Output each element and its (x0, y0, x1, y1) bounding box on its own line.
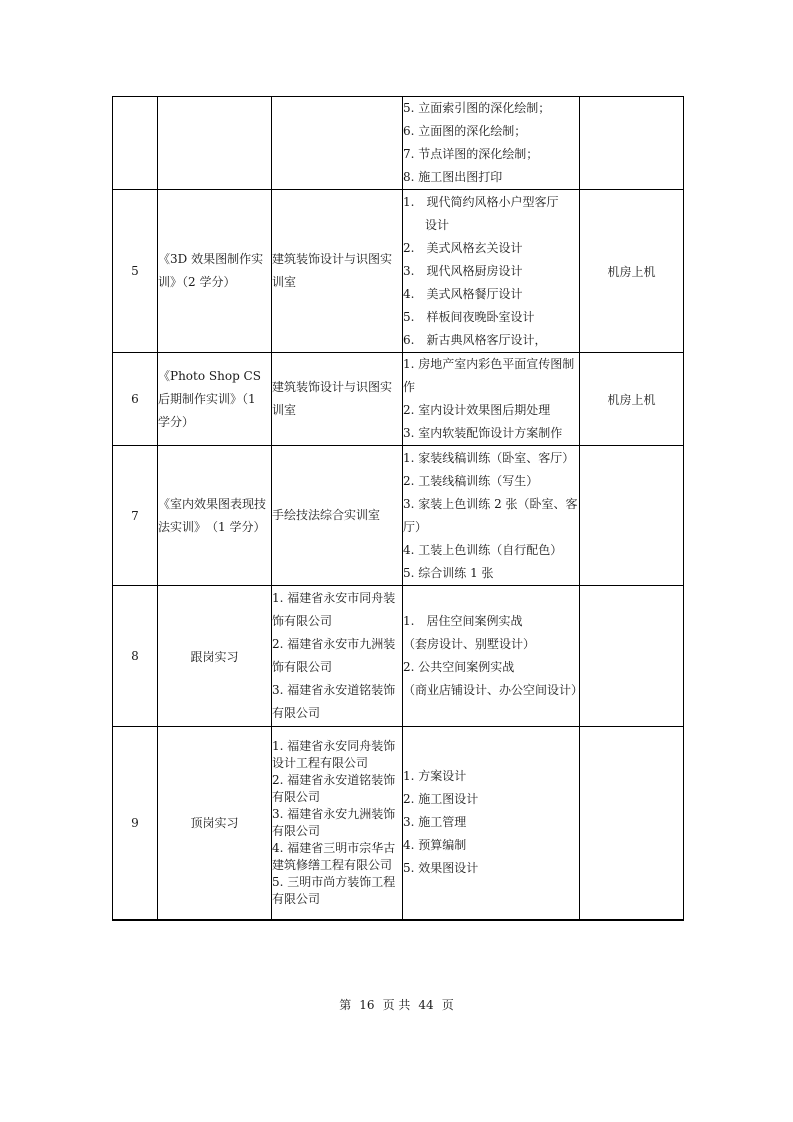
content-line: 2. 工装线稿训练（写生） (403, 473, 539, 488)
content-line: 1. 居住空间案例实战 (403, 614, 523, 628)
content-line: 5. 立面索引图的深化绘制； (403, 101, 551, 115)
table-row (113, 586, 684, 727)
content-line: 1. 方案设计 (403, 769, 467, 784)
content-cell (403, 727, 580, 920)
content-line: 5. 效果图设计 (403, 861, 479, 876)
content-cell (403, 446, 580, 586)
content-line: 3. 施工管理 (403, 815, 467, 830)
content-line: 6. 新古典风格客厅设计， (403, 332, 547, 347)
content-cell (403, 190, 580, 353)
course-name: 《Photo Shop CS 后期制作实训》（1 学分） (158, 353, 272, 446)
content-line: 设计 (425, 217, 450, 232)
content-line: 8. 施工图出图打印 (403, 170, 503, 184)
row-number: 8 (113, 586, 158, 727)
venue-line: 2. 福建省永安市九洲装饰有限公司 (272, 637, 396, 674)
content-line: 2. 室内设计效果图后期处理 (403, 403, 551, 417)
venue-cell (272, 190, 403, 353)
table-row (113, 727, 684, 920)
content-line: 1. 家装线稿训练（卧室、客厅） (403, 450, 575, 465)
row-number: 6 (113, 353, 158, 446)
content-line: 3. 现代风格厨房设计 (403, 263, 523, 278)
venue-cell (272, 353, 403, 446)
venue-line: 2. 福建省永安道铭装饰有限公司 (272, 772, 396, 804)
content-cell (403, 97, 580, 190)
training-mode (580, 727, 684, 920)
venue-line: 3. 福建省永安九洲装饰有限公司 (272, 806, 396, 838)
venue-line: 建筑装饰设计与识图实训室 (272, 380, 393, 417)
footer-suffix: 页 (441, 998, 454, 1012)
course-name: 《室内效果图表现技法实训》 （1 学分） (158, 446, 272, 586)
table-row (113, 97, 684, 190)
content-line: 2. 美式风格玄关设计 (403, 240, 523, 255)
course-name: 跟岗实习 (158, 586, 272, 727)
content-line: 5. 综合训练 1 张 (403, 565, 494, 580)
venue-cell (272, 727, 403, 920)
venue-cell (272, 446, 403, 586)
venue-line: 1. 福建省永安同舟装饰设计工程有限公司 (272, 738, 396, 770)
content-line: 2. 施工图设计 (403, 792, 479, 807)
training-mode: 机房上机 (580, 353, 684, 446)
page-footer (0, 996, 793, 1013)
row-number: 9 (113, 727, 158, 920)
training-mode (580, 97, 684, 190)
venue-line: 手绘技法综合实训室 (272, 508, 381, 522)
content-line: 6. 立面图的深化绘制； (403, 124, 527, 138)
content-line: 3. 室内软装配饰设计方案制作 (403, 426, 563, 440)
content-line: 2. 公共空间案例实战 (403, 660, 515, 674)
current-page-number: 16 (359, 998, 375, 1012)
content-cell (403, 586, 584, 727)
row-number (113, 97, 158, 190)
training-mode (580, 586, 684, 727)
content-line: 4. 预算编制 (403, 838, 467, 853)
course-name (158, 97, 272, 190)
training-mode: 机房上机 (580, 190, 684, 353)
content-line: 4. 工装上色训练（自行配色） (403, 542, 563, 557)
content-line: 1. 现代简约风格小户型客厅 (403, 194, 559, 209)
course-name: 《3D 效果图制作实训》（2 学分） (158, 190, 272, 353)
row-number: 7 (113, 446, 158, 586)
content-line: 5. 样板间夜晚卧室设计 (403, 309, 535, 324)
table-row (113, 353, 684, 446)
content-line: （商业店铺设计、办公空间设计） (403, 683, 584, 697)
venue-cell (272, 97, 403, 190)
row-number: 5 (113, 190, 158, 353)
content-line: 4. 美式风格餐厅设计 (403, 286, 523, 301)
content-line: 7. 节点详图的深化绘制； (403, 147, 539, 161)
venue-line: 3. 福建省永安道铭装饰有限公司 (272, 683, 396, 720)
venue-line: 建筑装饰设计与识图实训室 (272, 252, 393, 289)
table-row (113, 190, 684, 353)
venue-line: 1. 福建省永安市同舟装饰有限公司 (272, 591, 396, 628)
training-mode (580, 446, 684, 586)
venue-line: 5. 三明市尚方装饰工程有限公司 (272, 874, 396, 906)
total-pages-number: 44 (418, 998, 434, 1012)
content-line: 3. 家装上色训练 2 张（卧室、客厅） (403, 496, 578, 534)
table-row (113, 446, 684, 586)
training-table (112, 96, 684, 921)
footer-middle: 页 共 (382, 998, 411, 1012)
venue-cell (272, 586, 403, 727)
content-cell (403, 353, 580, 446)
footer-prefix: 第 (339, 998, 352, 1012)
venue-line: 4. 福建省三明市宗华古建筑修缮工程有限公司 (272, 840, 396, 872)
course-name: 顶岗实习 (158, 727, 272, 920)
content-line: （套房设计、别墅设计） (403, 637, 536, 651)
content-line: 1. 房地产室内彩色平面宣传图制作 (403, 357, 575, 394)
